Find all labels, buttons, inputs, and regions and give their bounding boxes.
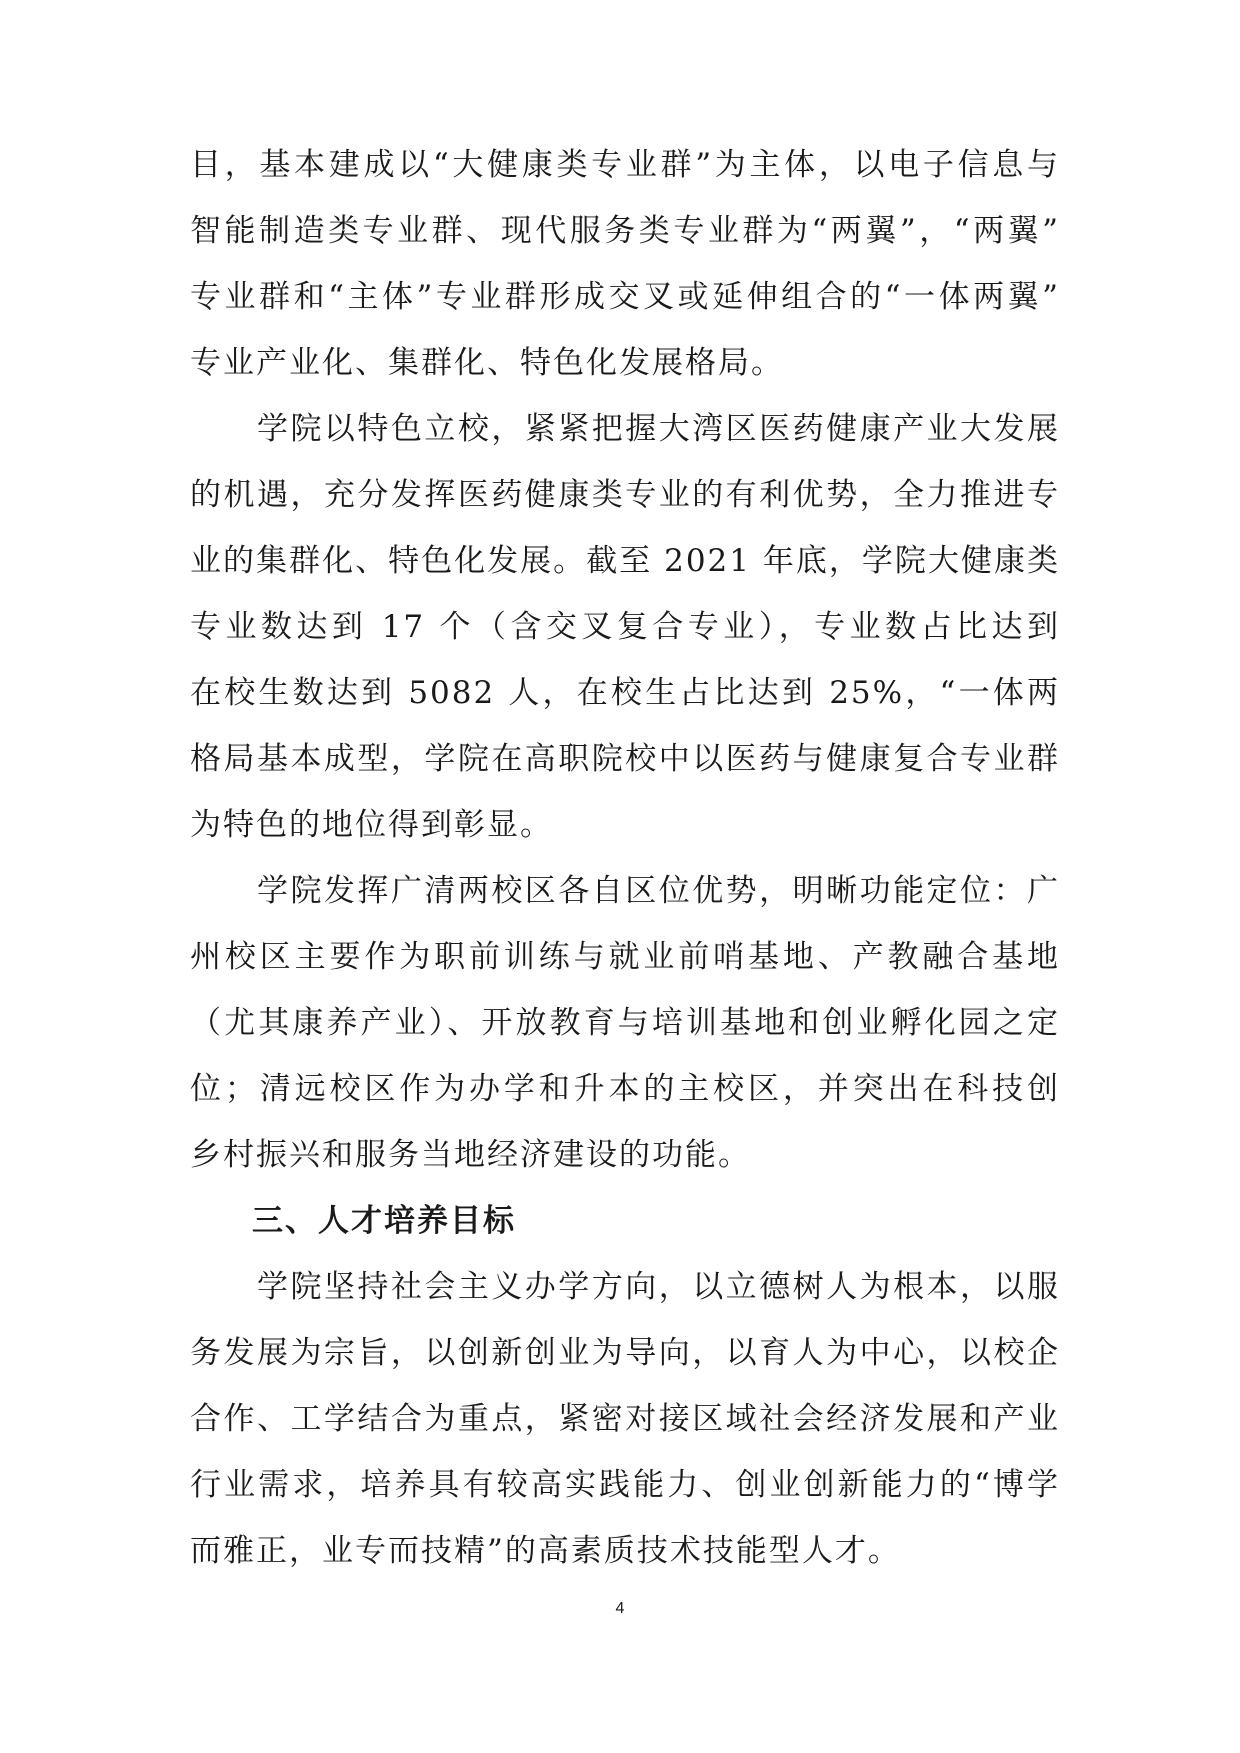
text-line: 学院坚持社会主义办学方向，以立德树人为根本，以服	[190, 1269, 1060, 1305]
text-line: 目，基本建成以“大健康类专业群”为主体，以电子信息与	[190, 147, 1060, 183]
paragraph-talent-goals	[190, 1254, 1060, 1584]
text-line: 合作、工学结合为重点，紧密对接区域社会经济发展和产业	[190, 1401, 1060, 1437]
section-heading: 三、人才培养目标	[252, 1203, 516, 1239]
text-line: 务发展为宗旨，以创新创业为导向，以育人为中心，以校企	[190, 1335, 1060, 1371]
text-line: 学院以特色立校，紧紧把握大湾区医药健康产业大发展	[190, 411, 1060, 447]
paragraph-campus-positioning	[190, 858, 1060, 1188]
section-heading-block	[190, 1188, 1060, 1254]
text-line: 在校生数达到 5082 人，在校生占比达到 25%，“一体两	[190, 675, 1060, 711]
paragraph-health-specialties	[190, 396, 1060, 858]
text-line: 专业数达到 17 个（含交叉复合专业），专业数占比达到	[190, 609, 1060, 645]
text-line: 位；清远校区作为办学和升本的主校区，并突出在科技创	[190, 1071, 1060, 1107]
paragraph-specialty-structure	[190, 132, 1060, 396]
text-line: 的机遇，充分发挥医药健康类专业的有利优势，全力推进专	[190, 477, 1060, 513]
text-line: 智能制造类专业群、现代服务类专业群为“两翼”，“两翼”	[190, 213, 1060, 249]
page-number: 4	[615, 1600, 625, 1617]
text-line: 格局基本成型，学院在高职院校中以医药与健康复合专业群	[190, 741, 1060, 777]
text-line: 专业产业化、集群化、特色化发展格局。	[190, 345, 784, 381]
text-line: 州校区主要作为职前训练与就业前哨基地、产教融合基地	[190, 939, 1060, 975]
text-line: 而雅正，业专而技精”的高素质技术技能型人才。	[190, 1533, 901, 1569]
text-line: 行业需求，培养具有较高实践能力、创业创新能力的“博学	[190, 1467, 1060, 1503]
text-line: 专业群和“主体”专业群形成交叉或延伸组合的“一体两翼”	[190, 279, 1060, 315]
text-line: 为特色的地位得到彰显。	[190, 807, 553, 843]
text-line: （尤其康养产业）、开放教育与培训基地和创业孵化园之定	[190, 1005, 1060, 1041]
text-line: 学院发挥广清两校区各自区位优势，明晰功能定位：广	[190, 873, 1060, 909]
text-line: 乡村振兴和服务当地经济建设的功能。	[190, 1137, 751, 1173]
text-line: 业的集群化、特色化发展。截至 2021 年底，学院大健康类	[190, 543, 1060, 579]
